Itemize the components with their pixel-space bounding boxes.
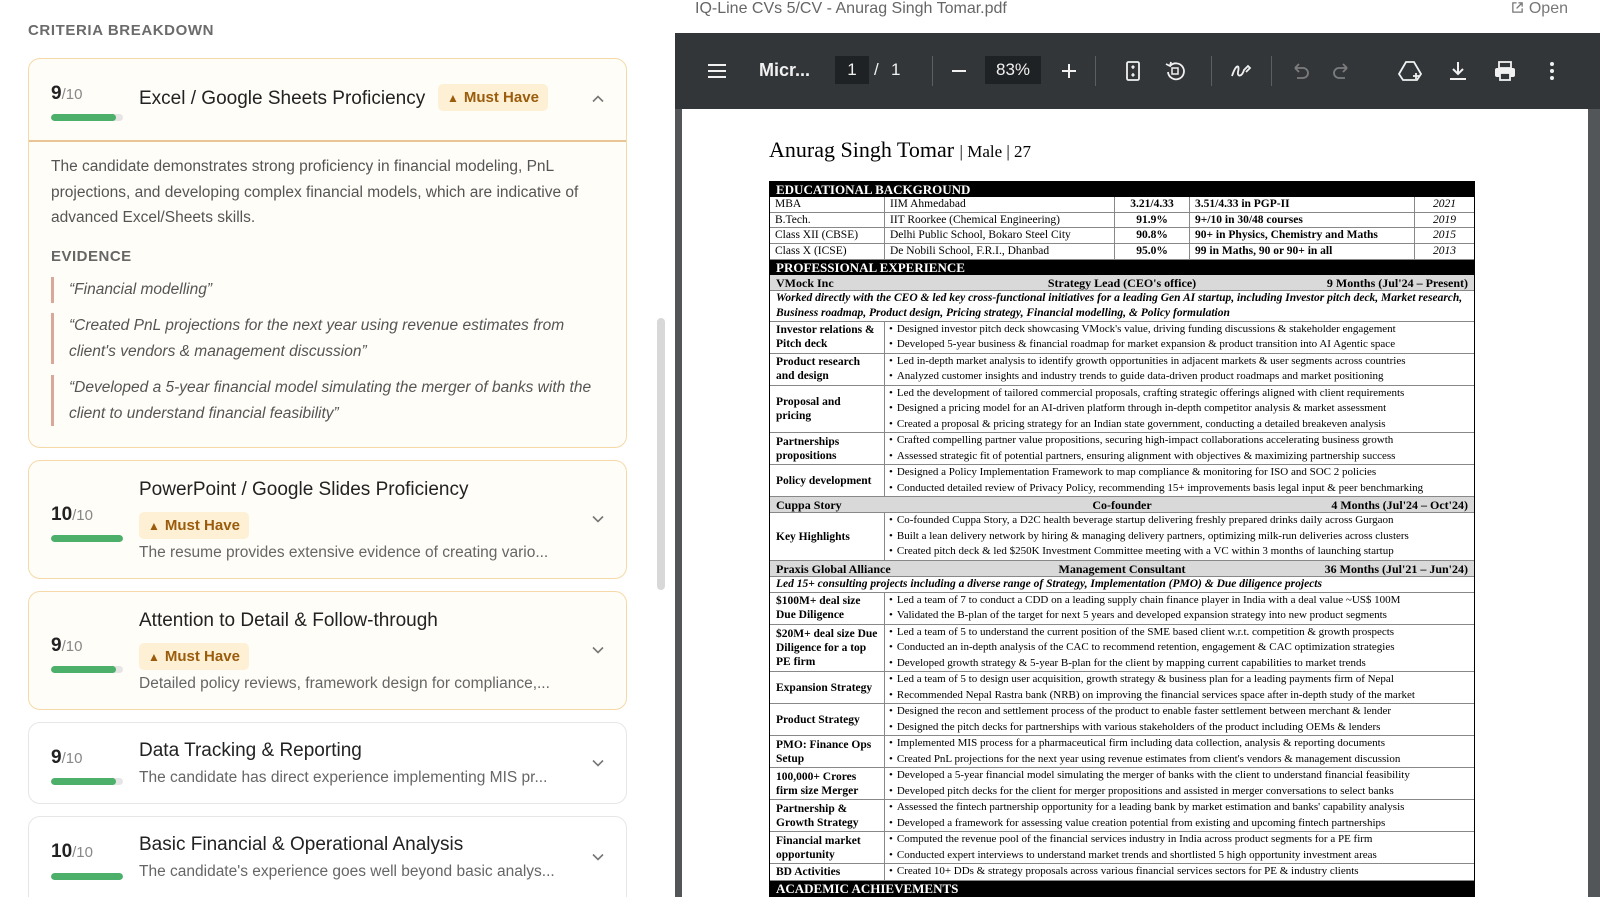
experience-label: 100,000+ Crores firm size Merger: [770, 768, 885, 799]
score-bar: [51, 873, 123, 880]
score: 9/10: [51, 635, 83, 656]
score-bar-fill: [51, 535, 123, 542]
experience-bullet: • Implemented MIS process for a pharmaceutical firm including data collection, analysis & reporting documents: [889, 736, 1470, 752]
score-bar-fill: [51, 873, 123, 880]
experience-bullets: [885, 672, 1474, 703]
fit-page-icon[interactable]: [1120, 58, 1146, 84]
experience-bullets: [885, 625, 1474, 672]
experience-row: [770, 465, 1474, 497]
job-header: [770, 561, 1474, 577]
experience-row: [770, 386, 1474, 434]
education-row: [770, 228, 1474, 244]
job-summary: Worked directly with the CEO & led key cross-functional initiatives for a leading Gen AI startup, including Investor pitch deck, Market research, Business roadmap, Product design, Pricing strategy, Financial modelling, & Policy formulation: [770, 291, 1474, 322]
experience-bullet: • Validated the B-plan of the target for next 5 years and developed expansion strategy into new product segments: [889, 608, 1470, 624]
toolbar-divider: [1211, 56, 1212, 86]
pdf-viewer: [675, 33, 1600, 897]
experience-bullet: • Created pitch deck & led $250K Investment Committee meeting with a VC within 3 months of launching startup: [889, 544, 1470, 560]
experience-row: [770, 513, 1474, 561]
education-row: [770, 213, 1474, 229]
experience-label: $100M+ deal size Due Diligence: [770, 593, 885, 624]
experience-label: Product research and design: [770, 354, 885, 385]
experience-bullet: • Led a team of 5 to design user acquisition, growth strategy & business plan for a leading payments firm of Nepal: [889, 672, 1470, 688]
education-cell: IIM Ahmedabad: [885, 197, 1115, 212]
file-name: IQ-Line CVs 5/CV - Anurag Singh Tomar.pdf: [695, 0, 1007, 17]
experience-bullet: • Conducted an in-depth analysis of the CAC to recommend retention, engagement & CAC optimization strategies: [889, 640, 1470, 656]
annotate-icon[interactable]: [1228, 58, 1254, 84]
experience-bullets: [885, 386, 1474, 433]
experience-bullets: [885, 354, 1474, 385]
job-company: VMock Inc: [776, 275, 834, 290]
experience-row: [770, 322, 1474, 354]
pdf-toolbar: [675, 33, 1600, 109]
experience-label: PMO: Finance Ops Setup: [770, 736, 885, 767]
score-bar: [51, 114, 123, 121]
education-cell: 3.21/4.33: [1115, 197, 1190, 212]
job-role: Co-founder: [1092, 498, 1152, 513]
score-bar: [51, 535, 123, 542]
education-cell: B.Tech.: [770, 213, 885, 228]
experience-label: Proposal and pricing: [770, 386, 885, 433]
education-cell: 2015: [1433, 229, 1456, 242]
criteria-title: Basic Financial & Operational Analysis: [139, 834, 464, 855]
job-company: Praxis Global Alliance: [776, 561, 891, 576]
pdf-page: [682, 109, 1588, 897]
job-header: [770, 275, 1474, 291]
scrollbar-thumb[interactable]: [657, 318, 665, 590]
experience-label: Partnership & Growth Strategy: [770, 800, 885, 831]
rotate-icon[interactable]: [1162, 58, 1188, 84]
chevron-down-icon[interactable]: [590, 642, 606, 658]
pdf-preview-panel: [675, 0, 1600, 897]
page-number-input[interactable]: 1: [835, 56, 869, 84]
experience-label: Product Strategy: [770, 704, 885, 735]
page-separator: /: [874, 60, 879, 79]
document-title: Micr...: [759, 60, 811, 80]
experience-bullets: [885, 768, 1474, 799]
education-cell: Delhi Public School, Bokaro Steel City: [885, 228, 1115, 243]
experience-bullet: • Recommended Nepal Rastra bank (NRB) on improving the financial services space after in-depth study of the market: [889, 688, 1470, 704]
education-cell: IIT Roorkee (Chemical Engineering): [885, 213, 1115, 228]
score: 10/10: [51, 504, 93, 525]
evidence-quote: “Created PnL projections for the next year using revenue estimates from client's vendors & management discussion”: [51, 313, 608, 364]
card-divider: [29, 140, 626, 142]
experience-bullet: • Developed a framework for assessing value creation potential from existing and upcoming fintech partnerships: [889, 816, 1470, 832]
job-period: 36 Months (Jul'21 – Jun'24): [1324, 561, 1469, 576]
score: 9/10: [51, 747, 83, 768]
download-icon[interactable]: [1445, 58, 1471, 84]
experience-label: Key Highlights: [770, 513, 885, 560]
experience-bullet: • Developed growth strategy & 5-year B-plan for the client by mapping current capabilities to market trends: [889, 656, 1470, 672]
toolbar-divider: [932, 56, 933, 86]
experience-row: [770, 704, 1474, 736]
score-bar-fill: [51, 666, 116, 673]
evidence-label: EVIDENCE: [51, 248, 132, 265]
experience-row: [770, 433, 1474, 465]
experience-row: [770, 593, 1474, 625]
experience-bullet: • Designed a pricing model for an AI-driven platform through in-depth competitor analysis & market assessment: [889, 401, 1470, 417]
score-bar-fill: [51, 114, 116, 121]
experience-label: BD Activities: [770, 864, 885, 880]
zoom-level-input[interactable]: 83%: [985, 56, 1041, 84]
criteria-card-data-tracking[interactable]: [28, 722, 627, 804]
experience-bullets: [885, 736, 1474, 767]
job-role: Management Consultant: [1058, 561, 1186, 576]
criteria-title: Excel / Google Sheets Proficiency: [139, 88, 426, 109]
experience-bullets: [885, 864, 1474, 880]
experience-bullets: [885, 832, 1474, 863]
chevron-down-icon[interactable]: [590, 755, 606, 771]
criteria-title: Attention to Detail & Follow-through: [139, 610, 438, 631]
education-row: [770, 244, 1474, 260]
toolbar-divider: [1095, 56, 1096, 86]
education-cell: 95.0%: [1115, 244, 1190, 259]
experience-bullet: • Created a proposal & pricing strategy for an Indian state government, conducting a detailed breakeven analysis: [889, 417, 1470, 433]
experience-bullets: [885, 322, 1474, 353]
external-link-icon: [1511, 1, 1524, 14]
education-cell: Class X (ICSE): [770, 244, 885, 259]
score: 9/10: [51, 83, 83, 104]
warning-icon: ▲: [148, 650, 160, 664]
undo-icon[interactable]: [1287, 58, 1313, 84]
experience-bullet: • Designed the pitch decks for partnerships with various stakeholders of the product including OEMs & lenders: [889, 720, 1470, 736]
experience-label: Partnerships propositions: [770, 433, 885, 464]
education-row: [770, 197, 1474, 213]
experience-label: $20M+ deal size Due Diligence for a top PE firm: [770, 625, 885, 672]
chevron-down-icon[interactable]: [590, 511, 606, 527]
criteria-breakdown-heading: CRITERIA BREAKDOWN: [28, 22, 215, 39]
experience-bullets: [885, 465, 1474, 496]
criteria-card-financial-analysis[interactable]: [28, 816, 627, 897]
criteria-description: The candidate demonstrates strong proficiency in financial modeling, PnL projections, and developing complex financial models, which are indicative of advanced Excel/Sheets skills.: [51, 158, 579, 226]
experience-row: [770, 625, 1474, 673]
experience-row: [770, 832, 1474, 864]
chevron-up-icon[interactable]: [590, 91, 606, 107]
experience-bullet: • Crafted compelling partner value propositions, securing high-impact collaborations accelerating business growth: [889, 433, 1470, 449]
education-cell: 90+ in Physics, Chemistry and Maths: [1190, 228, 1415, 243]
score-bar: [51, 778, 123, 785]
experience-bullet: • Analyzed customer insights and industry trends to guide data-driven product roadmaps and market positioning: [889, 369, 1470, 385]
education-cell: De Nobili School, F.R.I., Dhanbad: [885, 244, 1115, 259]
criteria-description: The resume provides extensive evidence of creating vario...: [139, 544, 549, 561]
section-heading: EDUCATIONAL BACKGROUND: [770, 182, 1474, 197]
experience-bullets: [885, 593, 1474, 624]
experience-row: [770, 736, 1474, 768]
experience-bullet: • Created 10+ DDs & strategy proposals across various financial services sectors for PE & industry clients: [889, 864, 1470, 880]
experience-bullet: • Designed investor pitch deck showcasing VMock's value, driving funding discussions & stakeholder engagement: [889, 322, 1470, 338]
must-have-badge: ▲ Must Have: [139, 512, 249, 539]
criteria-card-excel[interactable]: [28, 58, 627, 448]
criteria-title: Data Tracking & Reporting: [139, 740, 362, 761]
experience-bullet: • Led the development of tailored commercial proposals, crafting strategic offerings aligned with client requirements: [889, 386, 1470, 402]
print-icon[interactable]: [1492, 58, 1518, 84]
education-cell: 2019: [1433, 213, 1456, 226]
education-cell: 90.8%: [1115, 228, 1190, 243]
education-cell: 99 in Maths, 90 or 90+ in all: [1190, 244, 1415, 259]
education-cell: 2013: [1433, 245, 1456, 258]
warning-icon: ▲: [148, 519, 160, 533]
menu-icon[interactable]: [704, 58, 730, 84]
experience-bullet: • Created PnL projections for the next year using revenue estimates from client's vendors & management discussion: [889, 752, 1470, 768]
experience-bullet: • Co-founded Cuppa Story, a D2C health beverage startup delivering freshly prepared drinks daily across Gurgaon: [889, 513, 1470, 529]
open-link[interactable]: Open: [1511, 0, 1568, 18]
redo-icon[interactable]: [1329, 58, 1355, 84]
cv-content: [769, 181, 1475, 897]
experience-bullets: [885, 800, 1474, 831]
evidence-quote: “Developed a 5-year financial model simulating the merger of banks with the client to understand financial feasibility”: [51, 375, 608, 426]
experience-label: Policy development: [770, 465, 885, 496]
criteria-description: Detailed policy reviews, framework design for compliance,...: [139, 675, 550, 692]
job-period: 4 Months (Jul'24 – Oct'24): [1331, 498, 1469, 513]
experience-bullets: [885, 704, 1474, 735]
experience-row: [770, 672, 1474, 704]
experience-bullet: • Conducted expert interviews to understand market trends and shortlisted 5 high opportunity investment areas: [889, 848, 1470, 864]
more-options-icon[interactable]: [1539, 58, 1565, 84]
criteria-card-attention-to-detail[interactable]: [28, 591, 627, 710]
score-bar: [51, 666, 123, 673]
experience-label: Expansion Strategy: [770, 672, 885, 703]
experience-row: [770, 800, 1474, 832]
job-period: 9 Months (Jul'24 – Present): [1326, 275, 1469, 290]
experience-bullet: • Developed a 5-year financial model simulating the merger of banks with the client to understand financial feasibility: [889, 768, 1470, 784]
warning-icon: ▲: [447, 91, 459, 105]
must-have-badge: ▲ Must Have: [139, 643, 249, 670]
experience-bullet: • Designed a Policy Implementation Framework to map compliance & monitoring for ISO and SOC 2 policies: [889, 465, 1470, 481]
education-cell: Class XII (CBSE): [770, 228, 885, 243]
must-have-badge: ▲ Must Have: [438, 84, 548, 111]
experience-row: [770, 864, 1474, 881]
section-heading: ACADEMIC ACHIEVEMENTS: [770, 881, 1474, 896]
zoom-out-icon[interactable]: [946, 58, 972, 84]
education-cell: 9+/10 in 30/48 courses: [1190, 213, 1415, 228]
criteria-title: PowerPoint / Google Slides Proficiency: [139, 479, 469, 500]
criteria-card-powerpoint[interactable]: [28, 460, 627, 579]
criteria-panel: [0, 0, 665, 897]
experience-bullet: • Led a team of 5 to understand the current position of the SME based client w.r.t. competition & growth prospects: [889, 625, 1470, 641]
cv-name: Anurag Singh Tomar | Male | 27: [769, 137, 1032, 162]
experience-bullet: • Assessed strategic fit of potential partners, ensuring alignment with objectives & maximizing partnership success: [889, 449, 1470, 465]
experience-bullets: [885, 433, 1474, 464]
education-cell: MBA: [770, 197, 885, 212]
experience-label: Investor relations & Pitch deck: [770, 322, 885, 353]
education-cell: 2021: [1433, 198, 1456, 210]
experience-bullet: • Computed the revenue pool of the financial services industry in India across product segments for a PE firm: [889, 832, 1470, 848]
job-header: [770, 497, 1474, 513]
experience-bullet: • Led in-depth market analysis to identify growth opportunities in adjacent markets & user segments across countries: [889, 354, 1470, 370]
education-cell: 91.9%: [1115, 213, 1190, 228]
chevron-down-icon[interactable]: [590, 849, 606, 865]
experience-bullets: [885, 513, 1474, 560]
zoom-in-icon[interactable]: [1056, 58, 1082, 84]
experience-bullet: • Led a team of 7 to conduct a CDD on a leading supply chain finance player in India with a deal value ~US$ 100M: [889, 593, 1470, 609]
evidence-quote: “Financial modelling”: [51, 277, 608, 303]
score-bar-fill: [51, 778, 116, 785]
job-role: Strategy Lead (CEO's office): [1047, 275, 1197, 290]
experience-bullet: • Conducted detailed review of Privacy Policy, recommending 15+ improvements basis legal input & peer benchmarking: [889, 481, 1470, 497]
toolbar-divider: [1271, 56, 1272, 86]
education-cell: 3.51/4.33 in PGP-II: [1190, 197, 1415, 212]
experience-row: [770, 768, 1474, 800]
job-summary: Led 15+ consulting projects including a diverse range of Strategy, Implementation (PMO) & Due diligence projects: [770, 577, 1474, 593]
experience-label: Financial market opportunity: [770, 832, 885, 863]
experience-bullet: • Designed the recon and settlement process of the product to enable faster settlement between merchant & lender: [889, 704, 1470, 720]
page-total: 1: [891, 60, 901, 79]
criteria-description: The candidate's experience goes well beyond basic analys...: [139, 863, 555, 880]
section-heading: PROFESSIONAL EXPERIENCE: [770, 260, 1474, 275]
experience-bullet: • Assessed the fintech partnership opportunity for a leading bank by market estimation and banks' capability analysis: [889, 800, 1470, 816]
criteria-description: The candidate has direct experience implementing MIS pr...: [139, 769, 548, 786]
save-to-drive-icon[interactable]: [1397, 58, 1423, 84]
experience-bullet: • Developed pitch decks for the client for merger propositions and assisted in merger conversations to select banks: [889, 784, 1470, 800]
experience-bullet: • Built a lean delivery network by hiring & managing delivery partners, optimizing milk-run deliveries across clusters: [889, 529, 1470, 545]
experience-bullet: • Developed 5-year business & financial roadmap for market expansion & product transition into AI Agentic space: [889, 337, 1470, 353]
job-company: Cuppa Story: [776, 498, 842, 513]
score: 10/10: [51, 841, 93, 862]
experience-row: [770, 354, 1474, 386]
